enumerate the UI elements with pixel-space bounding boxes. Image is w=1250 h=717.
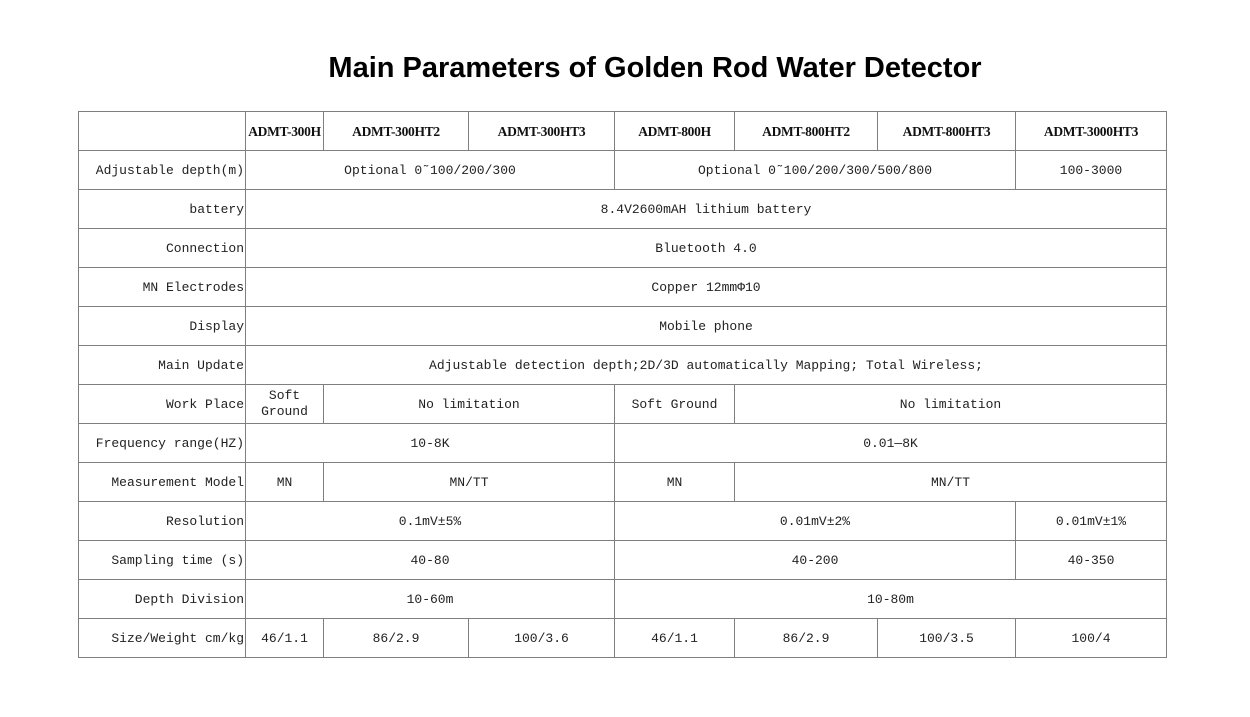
table-cell: MN <box>246 463 324 502</box>
table-cell: 10-80m <box>615 580 1167 619</box>
column-header: ADMT-800HT3 <box>878 112 1016 151</box>
column-header: ADMT-300H <box>246 112 324 151</box>
table-cell: 100/4 <box>1016 619 1167 658</box>
table-row <box>79 385 1167 424</box>
table-row <box>79 424 1167 463</box>
row-label: Adjustable depth(m) <box>79 151 246 190</box>
row-label: Depth Division <box>79 580 246 619</box>
table-row <box>79 346 1167 385</box>
row-label: Resolution <box>79 502 246 541</box>
table-cell: 0.1mV±5% <box>246 502 615 541</box>
row-label: Main Update <box>79 346 246 385</box>
column-header: ADMT-300HT2 <box>324 112 469 151</box>
table-cell: 8.4V2600mAH lithium battery <box>246 190 1167 229</box>
row-label: Frequency range(HZ) <box>79 424 246 463</box>
table-cell: Adjustable detection depth;2D/3D automatically Mapping; Total Wireless; <box>246 346 1167 385</box>
table-cell: No limitation <box>735 385 1167 424</box>
row-label: Display <box>79 307 246 346</box>
table-row <box>79 268 1167 307</box>
table-cell: MN/TT <box>735 463 1167 502</box>
parameters-table <box>78 111 1167 658</box>
table-cell: 0.01mV±2% <box>615 502 1016 541</box>
table-cell: Soft Ground <box>246 385 324 424</box>
row-label: MN Electrodes <box>79 268 246 307</box>
table-row <box>79 307 1167 346</box>
column-header: ADMT-3000HT3 <box>1016 112 1167 151</box>
row-label: Measurement Model <box>79 463 246 502</box>
row-label: Work Place <box>79 385 246 424</box>
table-row <box>79 619 1167 658</box>
table-cell: MN/TT <box>324 463 615 502</box>
row-label: battery <box>79 190 246 229</box>
table-row <box>79 190 1167 229</box>
table-cell: 46/1.1 <box>246 619 324 658</box>
table-row <box>79 541 1167 580</box>
table-row <box>79 580 1167 619</box>
table-cell: 10-60m <box>246 580 615 619</box>
table-cell: 46/1.1 <box>615 619 735 658</box>
table-row <box>79 502 1167 541</box>
table-cell: Optional 0˜100/200/300/500/800 <box>615 151 1016 190</box>
table-cell: No limitation <box>324 385 615 424</box>
table-cell: 40-80 <box>246 541 615 580</box>
table-row <box>79 151 1167 190</box>
row-label: Sampling time (s) <box>79 541 246 580</box>
header-corner-cell <box>79 112 246 151</box>
table-cell: 40-200 <box>615 541 1016 580</box>
table-cell: Mobile phone <box>246 307 1167 346</box>
table-cell: Soft Ground <box>615 385 735 424</box>
row-label: Size/Weight cm/kg <box>79 619 246 658</box>
table-cell: 40-350 <box>1016 541 1167 580</box>
column-header: ADMT-800H <box>615 112 735 151</box>
table-cell: Copper 12mmΦ10 <box>246 268 1167 307</box>
table-cell: 100/3.6 <box>469 619 615 658</box>
column-header: ADMT-800HT2 <box>735 112 878 151</box>
column-header: ADMT-300HT3 <box>469 112 615 151</box>
table-cell: 0.01mV±1% <box>1016 502 1167 541</box>
table-cell: 100-3000 <box>1016 151 1167 190</box>
table-row <box>79 229 1167 268</box>
table-cell: 86/2.9 <box>735 619 878 658</box>
table-cell: 10-8K <box>246 424 615 463</box>
table-cell: Optional 0˜100/200/300 <box>246 151 615 190</box>
header-row <box>79 112 1167 151</box>
page-title: Main Parameters of Golden Rod Water Detector <box>328 52 982 84</box>
table-cell: 0.01—8K <box>615 424 1167 463</box>
table-cell: 100/3.5 <box>878 619 1016 658</box>
table-cell: MN <box>615 463 735 502</box>
table-row <box>79 463 1167 502</box>
row-label: Connection <box>79 229 246 268</box>
table-cell: 86/2.9 <box>324 619 469 658</box>
table-cell: Bluetooth 4.0 <box>246 229 1167 268</box>
